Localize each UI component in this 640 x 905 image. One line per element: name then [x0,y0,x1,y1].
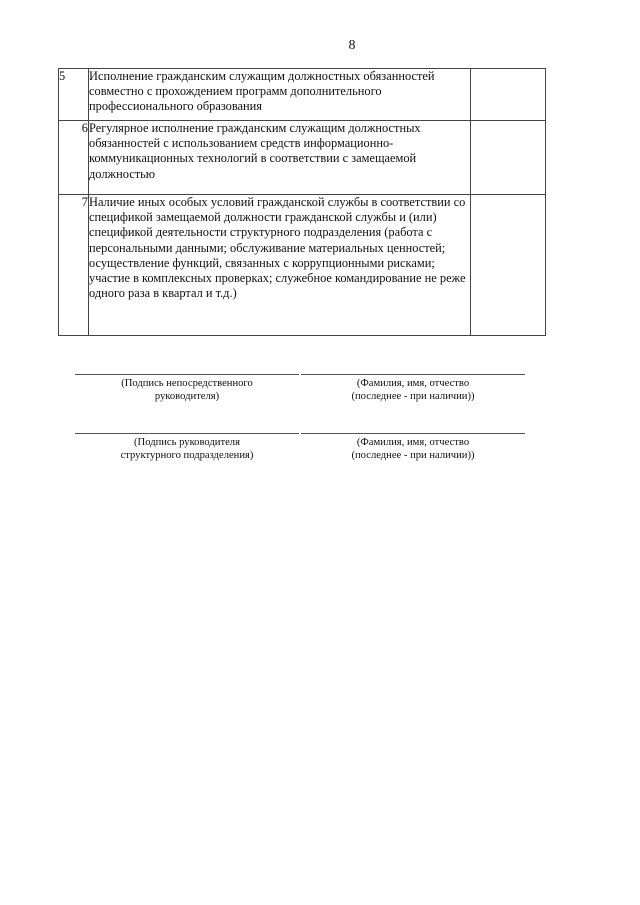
signature-caption-department-head [75,436,299,462]
row-mark-cell[interactable] [471,121,546,195]
table-row [59,195,546,336]
caption-line: (Подпись непосредственного [121,378,253,389]
table-row [59,121,546,195]
row-criterion-text: Наличие иных особых условий гражданской службы в соответствии со спецификой замещаемой должности гражданской службы и (или) спецификой деятельности структурного подразделения (работа с персональными данными; обслуживание материальных ценностей; осуществление функций, связанных с коррупционными рисками; участие в комплексных проверках; служебное командирование не реже одного раза в квартал и т.д.) [89,195,471,336]
row-criterion-text: Регулярное исполнение гражданским служащим должностных обязанностей с использованием средств информационно-коммуникационных технологий в соответствии с замещаемой должностью [89,121,471,195]
row-number: 6 [59,121,89,195]
caption-line: (Подпись руководителя [134,437,240,448]
signature-line-department-head[interactable] [75,433,299,434]
caption-line: (Фамилия, имя, отчество [356,378,470,389]
name-line-department-head[interactable] [301,433,525,434]
caption-line: (последнее - при наличии)) [351,391,475,402]
row-criterion-text: Исполнение гражданским служащим должностных обязанностей совместно с прохождением программ дополнительного профессионального образования [89,69,471,121]
criteria-table [58,68,546,336]
caption-line: руководителя) [154,391,220,402]
caption-line: (последнее - при наличии)) [351,450,475,461]
signature-caption-supervisor [75,377,299,403]
row-number: 7 [59,195,89,336]
row-number: 5 [59,69,89,121]
row-mark-cell[interactable] [471,69,546,121]
caption-line: (Фамилия, имя, отчество [356,437,470,448]
caption-line: структурного подразделения) [120,450,254,461]
name-caption-supervisor [301,377,525,403]
signature-line-supervisor[interactable] [75,374,299,375]
table-row [59,69,546,121]
name-line-supervisor[interactable] [301,374,525,375]
row-mark-cell[interactable] [471,195,546,336]
name-caption-department-head [301,436,525,462]
page-number: 8 [348,38,356,53]
